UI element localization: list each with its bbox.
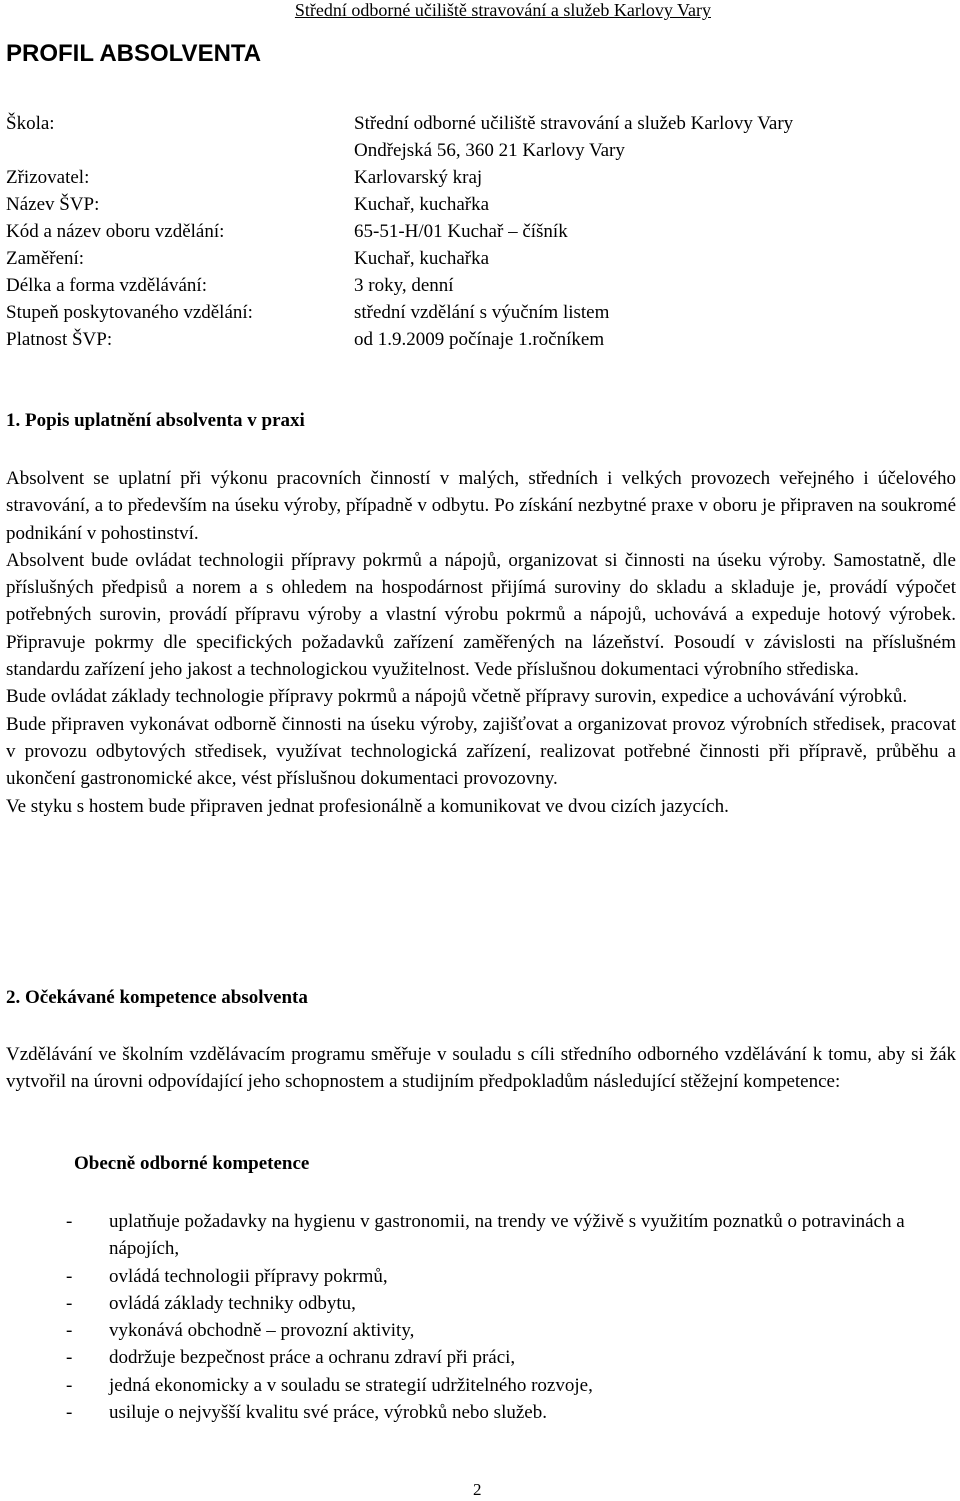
dash-bullet: - bbox=[66, 1374, 73, 1396]
info-value: střední vzdělání s výučním listem bbox=[354, 302, 610, 323]
info-label: Stupeň poskytovaného vzdělání: bbox=[6, 302, 253, 323]
info-label: Škola: bbox=[6, 113, 55, 134]
info-value: Ondřejská 56, 360 21 Karlovy Vary bbox=[354, 140, 625, 161]
dash-bullet: - bbox=[66, 1320, 73, 1342]
school-info-table bbox=[6, 110, 946, 353]
info-label: Název ŠVP: bbox=[6, 194, 100, 215]
info-row-school bbox=[6, 110, 946, 137]
document-title: PROFIL ABSOLVENTA bbox=[6, 40, 262, 67]
info-value: Kuchař, kuchařka bbox=[354, 248, 490, 269]
list-item bbox=[66, 1399, 960, 1426]
page-number: 2 bbox=[473, 1480, 482, 1499]
info-label: Zaměření: bbox=[6, 248, 85, 269]
info-value: 65-51-H/01 Kuchař – číšník bbox=[354, 221, 568, 242]
section-1-heading: 1. Popis uplatnění absolventa v praxi bbox=[6, 410, 305, 431]
info-row-duration bbox=[6, 272, 946, 299]
paragraph: Absolvent se uplatní při výkonu pracovních činností v malých, středních i velkých provozech veřejného i účelového stravování, a to především na úseku výroby, případně v odbytu. Po získání nezbytné praxe v oboru je připraven na soukromé podnikání v pohostinství. bbox=[6, 468, 956, 544]
info-row-program-name bbox=[6, 191, 946, 218]
info-value: Kuchař, kuchařka bbox=[354, 194, 490, 215]
list-item bbox=[66, 1317, 960, 1344]
info-label: Délka a forma vzdělávání: bbox=[6, 275, 207, 296]
dash-bullet: - bbox=[66, 1265, 73, 1287]
dash-bullet: - bbox=[66, 1292, 73, 1314]
list-item bbox=[66, 1208, 960, 1263]
info-row-specialization bbox=[6, 245, 946, 272]
info-value: od 1.9.2009 počínaje 1.ročníkem bbox=[354, 329, 605, 350]
list-item-text: usiluje o nejvyšší kvalitu své práce, výrobků nebo služeb. bbox=[109, 1402, 547, 1424]
info-label: Platnost ŠVP: bbox=[6, 329, 113, 350]
paragraph: Bude ovládat základy technologie přípravy pokrmů a nápojů včetně přípravy surovin, expedice a uchovávání výrobků. bbox=[6, 686, 908, 708]
info-value: Střední odborné učiliště stravování a služeb Karlovy Vary bbox=[354, 113, 794, 134]
info-label: Kód a název oboru vzdělání: bbox=[6, 221, 225, 242]
list-item-text: jedná ekonomicky a v souladu se strategií udržitelného rozvoje, bbox=[109, 1374, 593, 1396]
list-item bbox=[66, 1344, 960, 1371]
dash-bullet: - bbox=[66, 1211, 73, 1232]
info-row-education-level bbox=[6, 299, 946, 326]
dash-bullet: - bbox=[66, 1347, 73, 1369]
list-item-text: vykonává obchodně – provozní aktivity, bbox=[109, 1320, 415, 1342]
info-row-validity bbox=[6, 326, 946, 353]
section-2-heading: 2. Očekávané kompetence absolventa bbox=[6, 987, 308, 1008]
list-item bbox=[66, 1263, 960, 1290]
paragraph: Bude připraven vykonávat odborně činnosti na úseku výroby, zajišťovat a organizovat provoz výrobních středisek, pracovat v provozu odbytových středisek, využívat technologická zařízení, realizovat potřebné činnosti při přípravě, průběhu a ukončení gastronomické akce, vést příslušnou dokumentaci provozovny. bbox=[6, 713, 956, 790]
paragraph: Ve styku s hostem bude připraven jednat profesionálně a komunikovat ve dvou cizích jazycích. bbox=[6, 795, 729, 817]
info-row-field-code bbox=[6, 218, 946, 245]
paragraph: Vzdělávání ve školním vzdělávacím programu směřuje v souladu s cíli středního odborného vzdělávání k tomu, aby si žák vytvořil na úrovni odpovídající jeho schopnostem a studijním předpokladům následující stěžejní kompetence: bbox=[6, 1044, 956, 1093]
section-2-intro bbox=[6, 1041, 956, 1096]
list-item-text: uplatňuje požadavky na hygienu v gastronomii, na trendy ve výživě s využitím poznatků o potravinách a nápojích, bbox=[109, 1211, 905, 1260]
section-1-body bbox=[6, 465, 956, 820]
info-value: Karlovarský kraj bbox=[354, 167, 483, 188]
dash-bullet: - bbox=[66, 1402, 73, 1424]
list-item bbox=[66, 1372, 960, 1399]
info-row-address bbox=[6, 137, 946, 164]
competences-list bbox=[66, 1208, 960, 1426]
page-header: Střední odborné učiliště stravování a služeb Karlovy Vary bbox=[294, 0, 711, 20]
list-item bbox=[66, 1290, 960, 1317]
info-value: 3 roky, denní bbox=[354, 275, 454, 296]
info-label: Zřizovatel: bbox=[6, 167, 90, 188]
list-item-text: dodržuje bezpečnost práce a ochranu zdraví při práci, bbox=[109, 1347, 516, 1369]
list-item-text: ovládá základy techniky odbytu, bbox=[109, 1292, 356, 1314]
paragraph: Absolvent bude ovládat technologii přípravy pokrmů a nápojů, organizovat si činnosti na úseku výroby. Samostatně, dle příslušných předpisů a norem a s ohledem na hospodárnost přijímá suroviny do skladu a skladuje je, provádí výpočet potřebných surovin, provádí přípravu výroby a vlastní výrobu pokrmů a nápojů, uchovává a expeduje hotový výrobek. Připravuje pokrmy dle specifických požadavků zařízení zaměřených na lázeňství. Posoudí v závislosti na příslušném standardu zařízení jeho jakost a technologickou využitelnost. Vede příslušnou dokumentaci výrobního střediska. bbox=[6, 549, 956, 681]
info-row-founder bbox=[6, 164, 946, 191]
competences-subheading: Obecně odborné kompetence bbox=[74, 1153, 310, 1174]
list-item-text: ovládá technologii přípravy pokrmů, bbox=[109, 1265, 388, 1287]
